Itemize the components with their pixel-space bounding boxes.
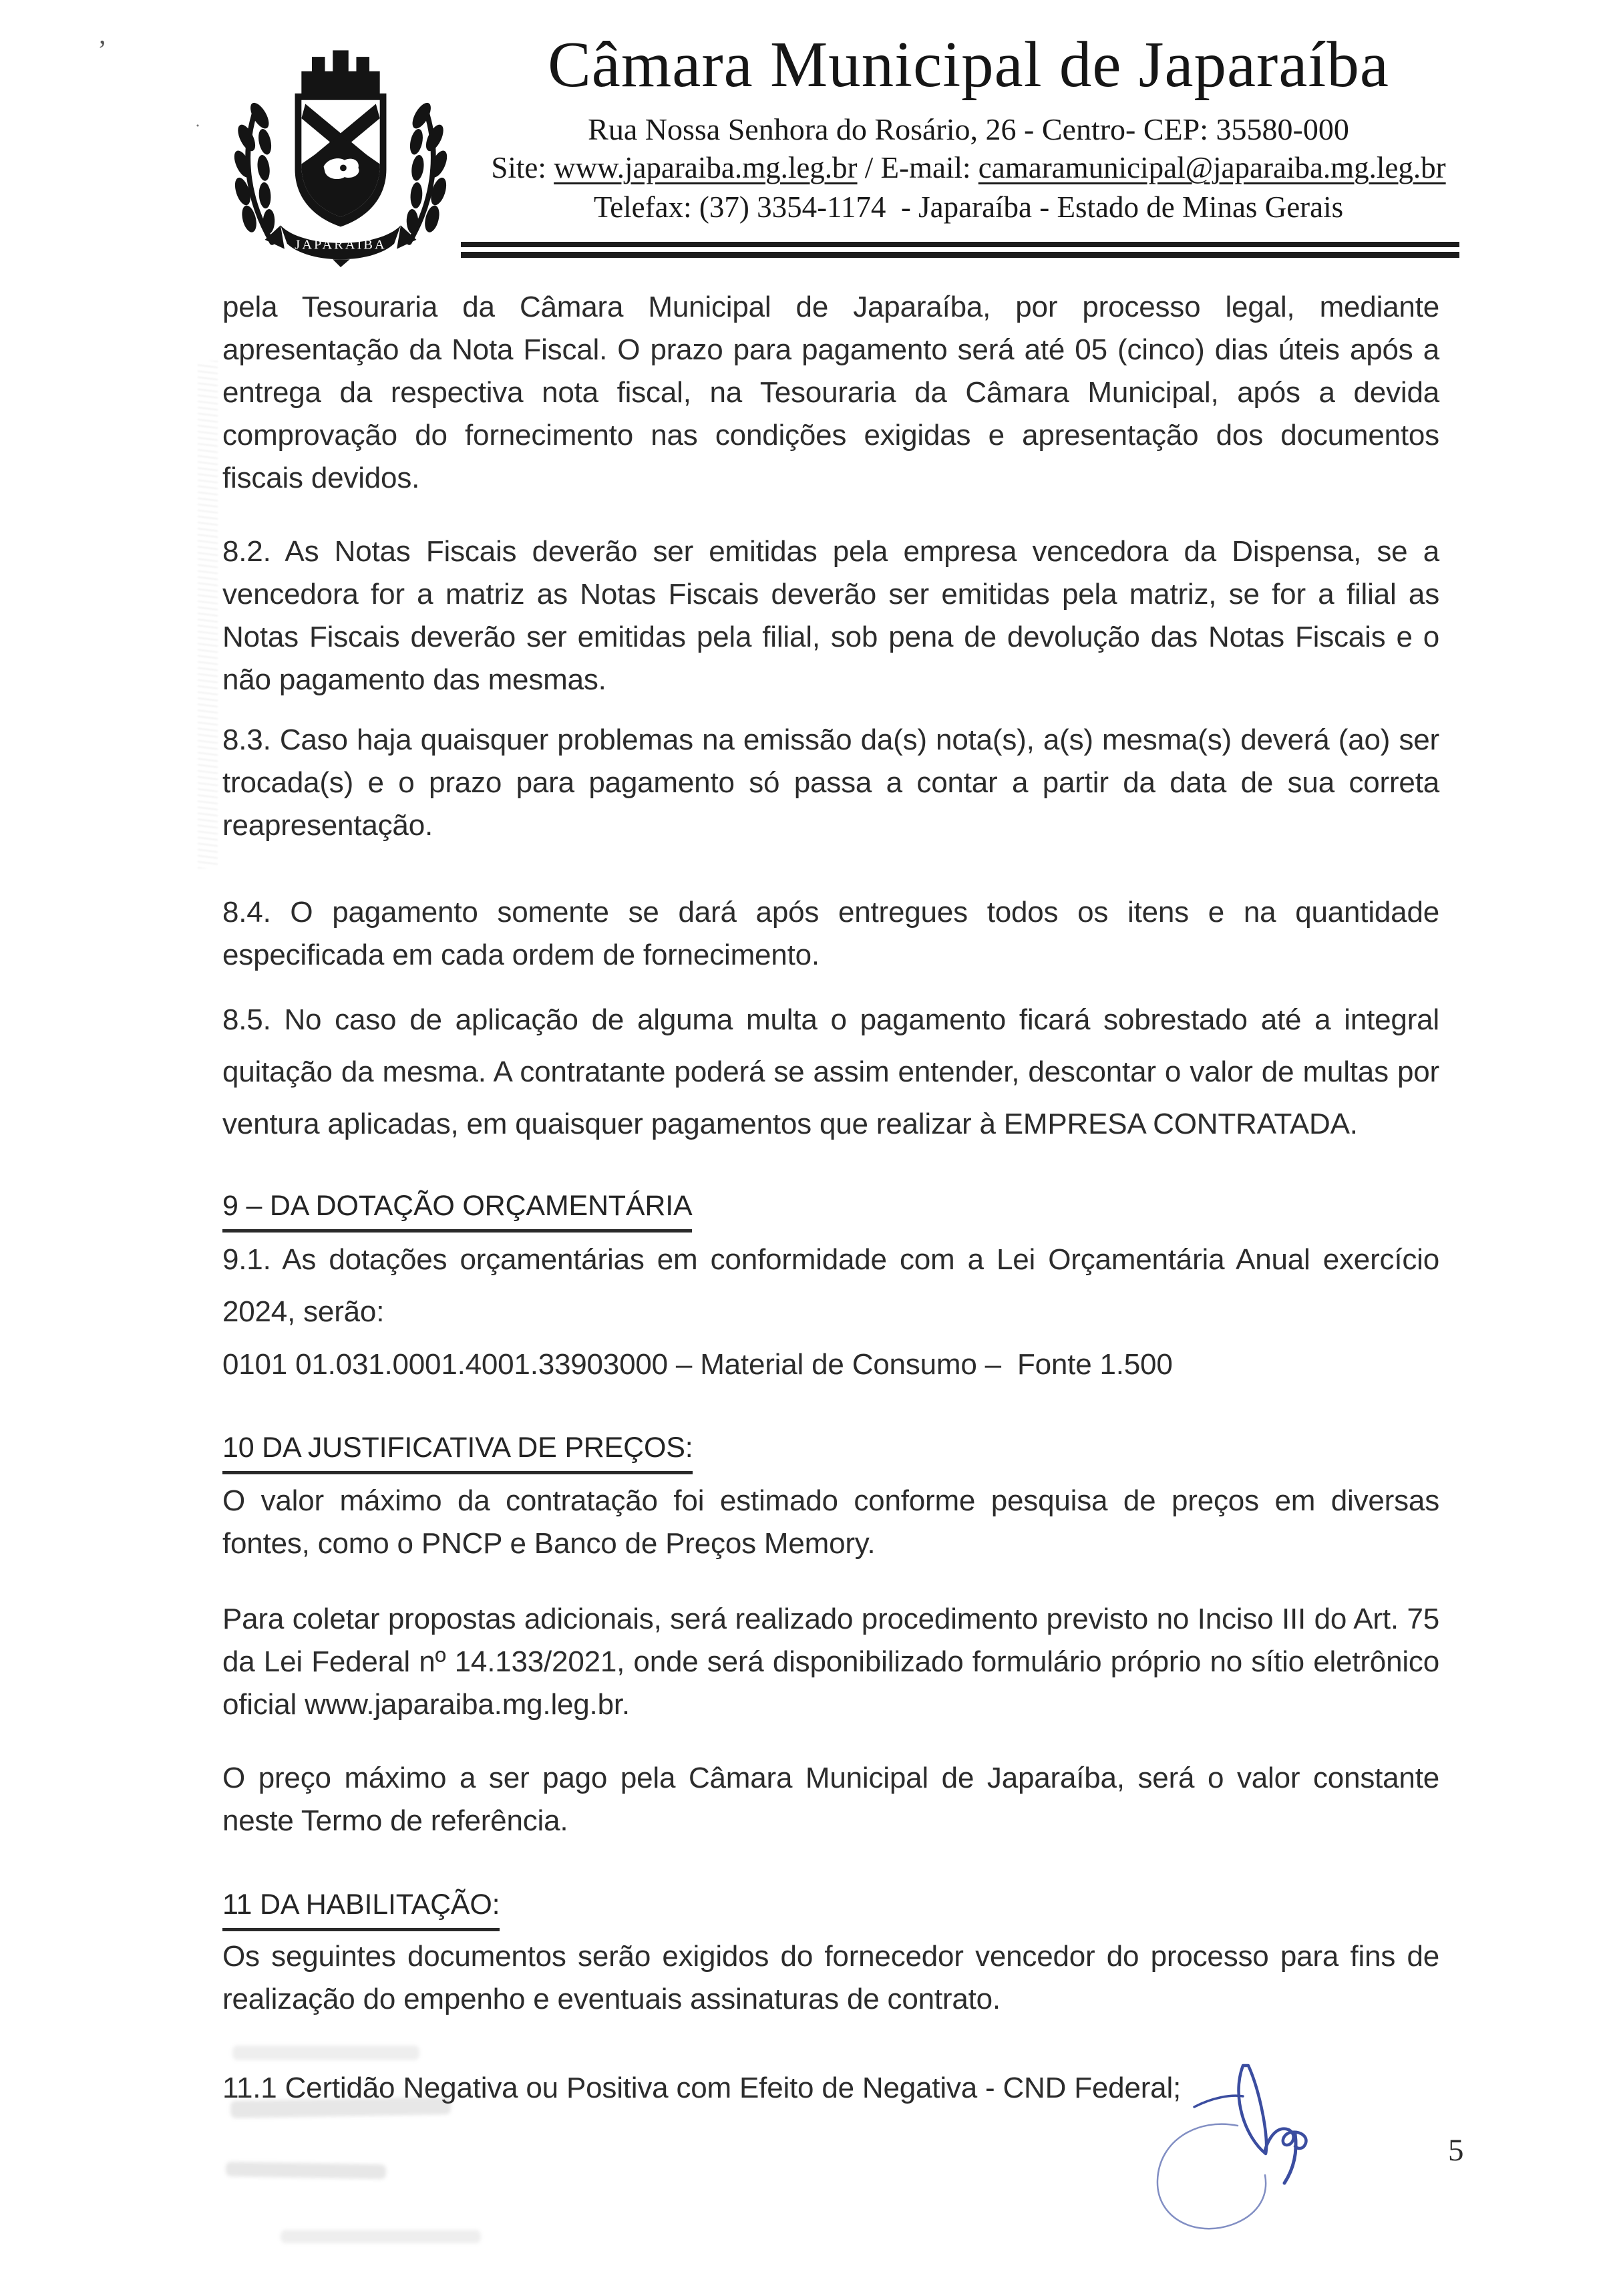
org-contact-line: [414, 151, 1523, 186]
clause-8-4: 8.4. O pagamento somente se dará após entregues todos os itens e na quantidade especificada em cada ordem de fornecimento.: [222, 896, 1439, 971]
scan-artifact: [230, 2097, 451, 2118]
section-9-heading-text: 9 – DA DOTAÇÃO ORÇAMENTÁRIA: [222, 1186, 692, 1233]
signature-ink: [1131, 2052, 1361, 2249]
page-number: 5: [1448, 2133, 1464, 2168]
scan-artifact: [226, 2162, 386, 2179]
document-body: [222, 286, 1439, 2110]
paragraph-habilitation-intro: Os seguintes documentos serão exigidos do fornecedor vencedor do processo para fins de realização do empenho e eventuais assinaturas de contrato.: [222, 1940, 1439, 2015]
signature-flourish: [1157, 2124, 1266, 2229]
site-label: Site:: [491, 151, 554, 185]
letterhead-text: [414, 31, 1523, 224]
site-link[interactable]: www.japaraiba.mg.leg.br: [554, 151, 858, 185]
clause-8-2: 8.2. As Notas Fiscais deverão ser emitidas pela empresa vencedora da Dispensa, se a vencedora for a matriz as Notas Fiscais deverão ser emitidas pela matriz, se for a filial as Notas Fiscais deverão ser emitidas pela filial, sob pena de devolução das Notas Fiscais e o não pagamento das mesmas.: [222, 535, 1439, 696]
scan-artifact: [281, 2230, 481, 2243]
clause-8-3: 8.3. Caso haja quaisquer problemas na emissão da(s) nota(s), a(s) mesma(s) deverá (ao) ser trocada(s) e o prazo para pagamento só passa a contar a partir da data de sua correta reapresentação.: [222, 723, 1439, 842]
clause-9-1: 9.1. As dotações orçamentárias em conformidade com a Lei Orçamentária Anual exercício 2024, serão:: [222, 1243, 1439, 1328]
paragraph-price-estimate: O valor máximo da contratação foi estimado conforme pesquisa de preços em diversas fontes, como o PNCP e Banco de Preços Memory.: [222, 1484, 1439, 1560]
logo-banner-text: JAPARAÍBA: [295, 237, 387, 253]
section-10-heading-text: 10 DA JUSTIFICATIVA DE PREÇOS:: [222, 1428, 693, 1474]
section-11-heading-text: 11 DA HABILITAÇÃO:: [222, 1884, 500, 1931]
email-link[interactable]: camaramunicipal@japaraiba.mg.leg.br: [978, 151, 1446, 185]
header-divider: [461, 242, 1459, 258]
section-11-heading: [222, 1884, 1439, 1931]
scan-artifact: [232, 2045, 419, 2060]
budget-allocation-line: 0101 01.031.0001.4001.33903000 – Material de Consumo – Fonte 1.500: [222, 1348, 1173, 1381]
signature-stroke: [1264, 2129, 1306, 2152]
signature-stroke: [1194, 2096, 1243, 2107]
scan-artifact: ’: [98, 35, 107, 66]
clause-11-1: 11.1 Certidão Negativa ou Positiva com Efeito de Negativa - CND Federal;: [222, 2072, 1182, 2104]
paragraph-payment-continuation: pela Tesouraria da Câmara Municipal de Japaraíba, por processo legal, mediante apresentação da Nota Fiscal. O prazo para pagamento será até 05 (cinco) dias úteis após a entrega da respectiva nota fiscal, na Tesouraria da Câmara Municipal, após a devida comprovação do fornecimento nas condições exigidas e apresentação dos documentos fiscais devidos.: [222, 291, 1439, 494]
email-label: / E-mail:: [857, 151, 978, 185]
org-telefax: Telefax: (37) 3354-1174 - Japaraíba - Estado de Minas Gerais: [593, 190, 1344, 224]
paragraph-max-price: O preço máximo a ser pago pela Câmara Municipal de Japaraíba, será o valor constante neste Termo de referência.: [222, 1762, 1439, 1837]
signature-stroke: [1284, 2134, 1296, 2183]
signature-stroke: [1239, 2066, 1267, 2154]
org-address: Rua Nossa Senhora do Rosário, 26 - Centro- CEP: 35580-000: [588, 112, 1349, 146]
org-title: Câmara Municipal de Japaraíba: [548, 29, 1389, 100]
section-10-heading: [222, 1428, 1439, 1474]
section-9-heading: [222, 1186, 1439, 1233]
clause-8-5: 8.5. No caso de aplicação de alguma multa o pagamento ficará sobrestado até a integral quitação da mesma. A contratante poderá se assim entender, descontar o valor de multas por ventura aplicadas, em quaisquer pagamentos que realizar à EMPRESA CONTRATADA.: [222, 1003, 1439, 1140]
paragraph-additional-proposals: Para coletar propostas adicionais, será realizado procedimento previsto no Inciso III do Art. 75 da Lei Federal nº 14.133/2021, onde será disponibilizado formulário próprio no sítio eletrônico oficial www.japaraiba.mg.leg.br.: [222, 1603, 1439, 1721]
scan-artifact: [198, 361, 218, 868]
